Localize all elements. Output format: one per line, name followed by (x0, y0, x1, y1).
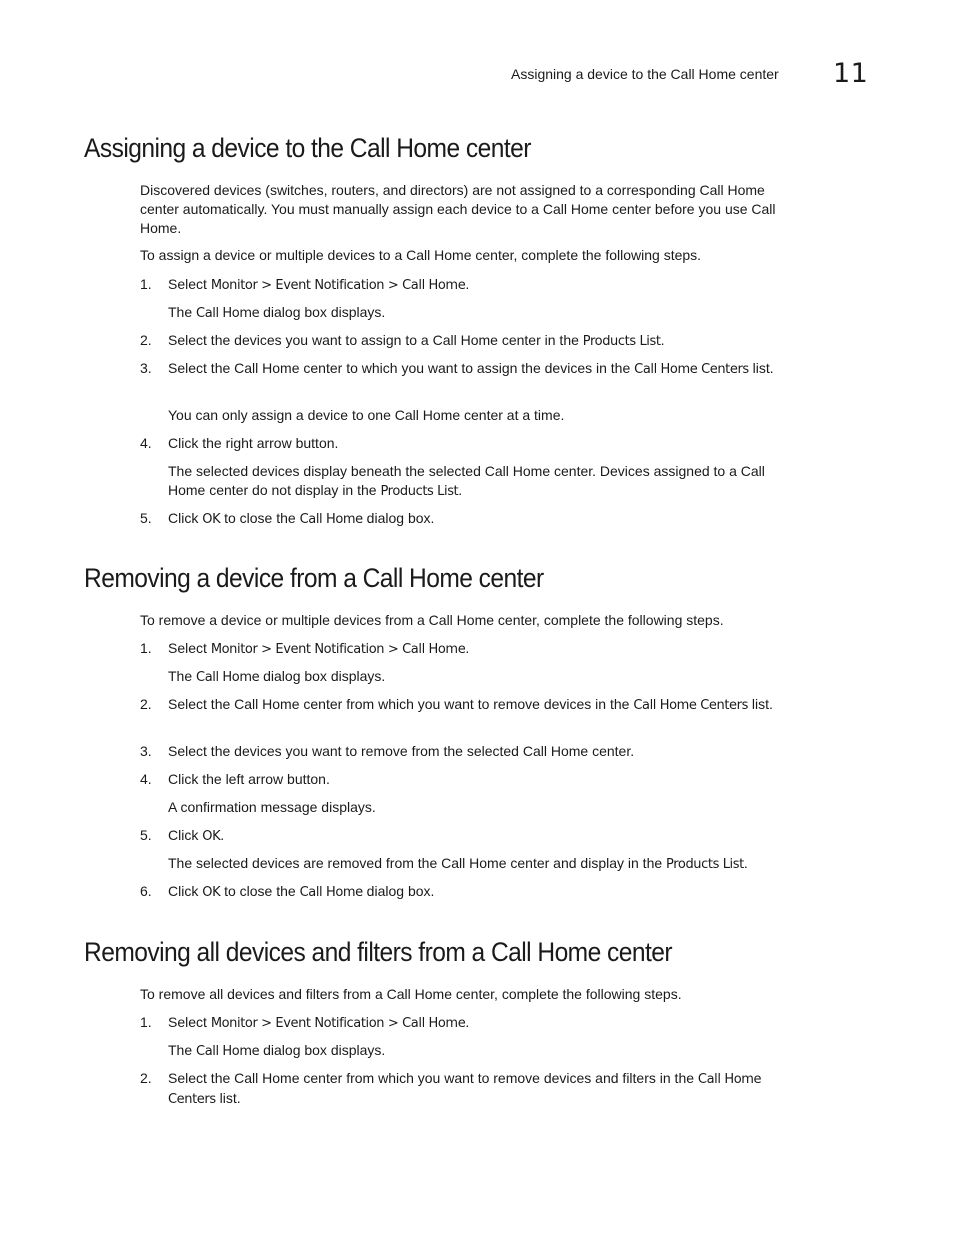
step-number: 1. (140, 640, 152, 656)
ui-term: OK (202, 512, 221, 527)
step-note: The Call Home dialog box displays. (168, 1042, 386, 1059)
step-text: Click OK to close the Call Home dialog box. (168, 883, 435, 900)
step-number: 4. (140, 435, 152, 451)
step-number: 1. (140, 276, 152, 292)
step-text: Select the Call Home center from which you want to remove devices in the Call Home Centers list. (168, 696, 773, 713)
step-text: Click OK. (168, 827, 225, 844)
step-text: Select the devices you want to remove from the selected Call Home center. (168, 743, 635, 759)
ui-term: Call Home (196, 670, 260, 685)
ui-term: OK (202, 829, 221, 844)
step-number: 2. (140, 1070, 152, 1086)
ui-term: Products List (582, 334, 661, 349)
menu-path: Monitor > Event Notification > Call Home (210, 1016, 466, 1031)
step-number: 5. (140, 827, 152, 843)
chapter-number: 11 (833, 58, 869, 89)
step-number: 1. (140, 1014, 152, 1030)
step-text: Select the Call Home center to which you want to assign the devices in the Call Home Centers list. (168, 360, 774, 377)
step-number: 5. (140, 510, 152, 526)
step-note: The Call Home dialog box displays. (168, 304, 386, 321)
ui-term: Call Home Centers (634, 362, 749, 377)
step-note: A confirmation message displays. (168, 799, 376, 815)
section-heading: Removing a device from a Call Home center (84, 563, 544, 593)
section-heading: Assigning a device to the Call Home center (84, 133, 531, 163)
ui-term: Call Home Centers (633, 698, 748, 713)
step-number: 2. (140, 696, 152, 712)
step-text: Click OK to close the Call Home dialog box. (168, 510, 435, 527)
section-removing-device (84, 563, 874, 594)
intro-paragraph: To assign a device or multiple devices to a Call Home center, complete the following steps. (140, 247, 702, 263)
step-text: Select the devices you want to assign to a Call Home center in the Products List. (168, 332, 665, 349)
ui-term: Call Home (299, 512, 363, 527)
intro-paragraph: To remove all devices and filters from a Call Home center, complete the following steps. (140, 986, 682, 1002)
step-number: 3. (140, 360, 152, 376)
running-title: Assigning a device to the Call Home center (511, 66, 779, 82)
step-text: Select Monitor > Event Notification > Call Home. (168, 1014, 470, 1031)
intro-paragraph: Discovered devices (switches, routers, and directors) are not assigned to a corresponding Call Home center automatically. You must manually assign each device to a Call Home center before you use Call Home. (140, 182, 776, 236)
menu-path: Monitor > Event Notification > Call Home (210, 278, 466, 293)
intro-paragraph: To remove a device or multiple devices from a Call Home center, complete the following steps. (140, 612, 724, 628)
step-note: The selected devices display beneath the selected Call Home center. Devices assigned to a Call Home center do not display in the Products List. (168, 463, 765, 499)
section-assigning (84, 133, 874, 164)
step-note: The selected devices are removed from the Call Home center and display in the Products List. (168, 855, 748, 872)
step-note: The Call Home dialog box displays. (168, 668, 386, 685)
step-number: 4. (140, 771, 152, 787)
menu-path: Monitor > Event Notification > Call Home (210, 642, 466, 657)
step-text: Select Monitor > Event Notification > Call Home. (168, 276, 470, 293)
step-note: You can only assign a device to one Call Home center at a time. (168, 407, 565, 423)
section-heading: Removing all devices and filters from a Call Home center (84, 937, 673, 967)
ui-term: Products List (666, 857, 744, 872)
step-text: Select the Call Home center from which you want to remove devices and filters in the Call Home Centers list. (168, 1070, 762, 1107)
step-text: Click the left arrow button. (168, 771, 330, 787)
step-number: 3. (140, 743, 152, 759)
ui-term: OK (202, 885, 221, 900)
step-text: Click the right arrow button. (168, 435, 339, 451)
step-number: 6. (140, 883, 152, 899)
running-header (0, 58, 954, 98)
section-removing-all (84, 937, 874, 968)
ui-term: Call Home (196, 306, 260, 321)
ui-term: Call Home Centers (168, 1072, 762, 1107)
ui-term: Call Home (196, 1044, 260, 1059)
step-text: Select Monitor > Event Notification > Call Home. (168, 640, 470, 657)
step-number: 2. (140, 332, 152, 348)
ui-term: Products List (380, 484, 459, 499)
ui-term: Call Home (299, 885, 363, 900)
